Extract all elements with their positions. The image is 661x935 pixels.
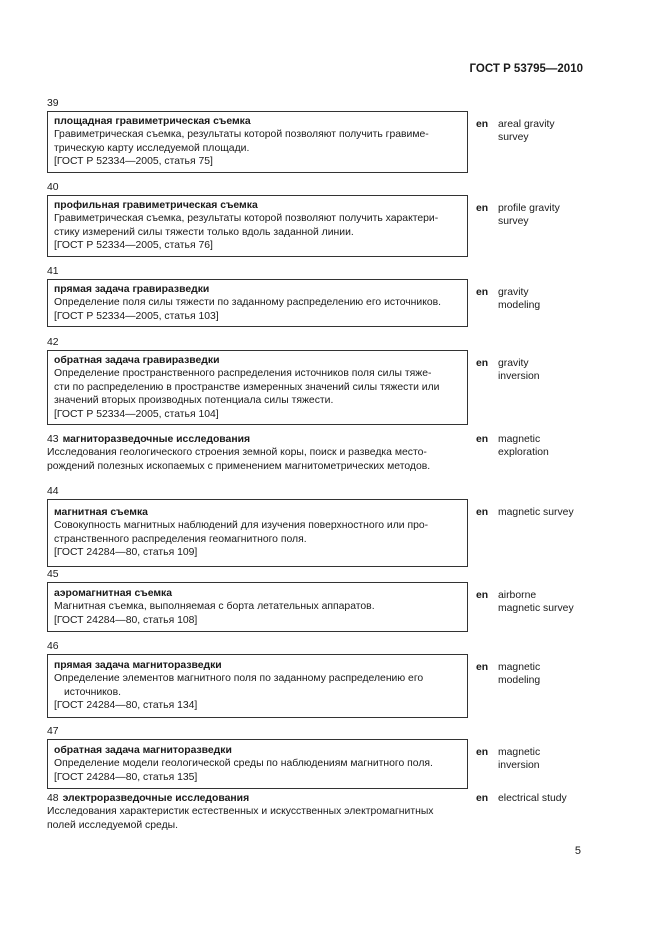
- entry-number: 39: [47, 98, 59, 109]
- en-term-line: areal gravity: [498, 119, 555, 130]
- en-term-line: exploration: [498, 447, 549, 459]
- en-term: [498, 286, 588, 313]
- term-box: [47, 499, 468, 567]
- en-label: en: [476, 590, 489, 601]
- entry-number: 40: [47, 182, 59, 193]
- en-term-line: modeling: [498, 300, 541, 312]
- term-box: [47, 279, 468, 327]
- en-term-line: magnetic: [498, 747, 541, 758]
- term-title: обратная задача гравиразведки: [54, 355, 220, 366]
- definition-line: Магнитная съемка, выполняемая с борта летательных аппаратов.: [54, 601, 375, 613]
- en-term-line: gravity: [498, 287, 529, 298]
- definition-line: Определение поля силы тяжести по заданному распределению его источников.: [54, 297, 442, 309]
- term-title: профильная гравиметрическая съемка: [54, 200, 258, 211]
- en-term-line: inversion: [498, 760, 540, 772]
- en-term-line: electrical study: [498, 793, 567, 804]
- term-title: магниторазведочные исследования: [62, 434, 251, 445]
- term-box: [47, 582, 468, 632]
- en-term-line: gravity: [498, 358, 529, 369]
- en-term: [498, 506, 588, 519]
- term-box: [47, 350, 468, 425]
- source-ref: [ГОСТ 24284—80, статья 134]: [54, 700, 198, 712]
- definition-line: Совокупность магнитных наблюдений для изучения поверхностного или про-: [54, 520, 429, 532]
- definition-line: источников.: [64, 686, 121, 698]
- term-title: аэромагнитная съемка: [54, 588, 173, 599]
- definition-line: значений вторых производных потенциала силы тяжести.: [54, 395, 334, 407]
- page-number: 5: [574, 845, 581, 857]
- source-ref: [ГОСТ Р 52334—2005, статья 104]: [54, 408, 219, 420]
- en-term-line: profile gravity: [498, 203, 560, 214]
- en-term-line: magnetic survey: [498, 603, 574, 615]
- term-box: [47, 739, 468, 789]
- term-entry-44: [47, 485, 583, 567]
- en-label: en: [476, 747, 489, 758]
- en-term: [498, 433, 588, 460]
- definition-line: трическую карту исследуемой площади.: [54, 142, 250, 154]
- en-label: en: [476, 119, 489, 130]
- definition-line: Гравиметрическая съемка, результаты которой позволяют получить характери-: [54, 213, 439, 225]
- definition-line: Гравиметрическая съемка, результаты которой позволяют получить гравиме-: [54, 129, 429, 141]
- entry-number: 45: [47, 569, 59, 580]
- en-term: [498, 202, 588, 229]
- en-term-line: magnetic survey: [498, 507, 574, 518]
- term-box: [47, 111, 468, 173]
- definition-line: рождений полезных ископаемых с применением магнитометрических методов.: [47, 460, 431, 472]
- entry-number: 46: [47, 641, 59, 652]
- en-term-line: survey: [498, 132, 529, 144]
- en-term: [498, 589, 588, 616]
- entry-number: 48: [47, 793, 59, 804]
- term-heading-line: [47, 792, 467, 805]
- definition-line: странственного распределения геомагнитного поля.: [54, 533, 307, 545]
- term-entry-40: [47, 181, 583, 257]
- en-term-line: airborne: [498, 590, 537, 601]
- en-label: en: [476, 203, 489, 214]
- source-ref: [ГОСТ Р 52334—2005, статья 75]: [54, 156, 213, 168]
- term-title: электроразведочные исследования: [62, 793, 250, 804]
- term-entry-43: [47, 433, 583, 473]
- en-label: en: [476, 434, 489, 445]
- entry-number: 47: [47, 726, 59, 737]
- source-ref: [ГОСТ Р 52334—2005, статья 76]: [54, 240, 213, 252]
- definition-line: Исследования характеристик естественных и искусственных электромагнитных: [47, 806, 434, 818]
- term-title: площадная гравиметрическая съемка: [54, 116, 251, 127]
- term-box: [47, 654, 468, 718]
- en-label: en: [476, 507, 489, 518]
- term-entry-42: [47, 336, 583, 425]
- term-entry-48: [47, 792, 583, 832]
- term-title: прямая задача магниторазведки: [54, 660, 222, 671]
- en-term-line: magnetic: [498, 662, 541, 673]
- en-term: [498, 661, 588, 688]
- en-term-line: survey: [498, 216, 529, 228]
- en-label: en: [476, 358, 489, 369]
- definition-line: полей исследуемой среды.: [47, 819, 178, 831]
- en-term-line: modeling: [498, 675, 541, 687]
- source-ref: [ГОСТ 24284—80, статья 135]: [54, 771, 198, 783]
- entry-number: 41: [47, 266, 59, 277]
- definition-line: Исследования геологического строения земной коры, поиск и разведка место-: [47, 447, 427, 459]
- entry-number: 43: [47, 434, 59, 445]
- en-label: en: [476, 662, 489, 673]
- term-entry-45: [47, 568, 583, 632]
- term-entry-39: [47, 97, 583, 173]
- en-term-line: magnetic: [498, 434, 541, 445]
- definition-line: Определение модели геологической среды по наблюдениям магнитного поля.: [54, 758, 433, 770]
- en-term: [498, 746, 588, 773]
- definition-line: Определение пространственного распределения источников поля силы тяже-: [54, 368, 432, 380]
- term-title: обратная задача магниторазведки: [54, 745, 232, 756]
- page-header: ГОСТ Р 53795—2010: [469, 63, 583, 75]
- definition-line: стику измерений силы тяжести только вдоль заданной линии.: [54, 226, 354, 238]
- entry-number: 44: [47, 486, 59, 497]
- definition-line: Определение элементов магнитного поля по заданному распределению его: [54, 673, 424, 685]
- term-entry-47: [47, 725, 583, 789]
- term-box: [47, 195, 468, 257]
- source-ref: [ГОСТ 24284—80, статья 109]: [54, 547, 198, 559]
- term-entry-41: [47, 265, 583, 327]
- source-ref: [ГОСТ Р 52334—2005, статья 103]: [54, 310, 219, 322]
- source-ref: [ГОСТ 24284—80, статья 108]: [54, 614, 198, 626]
- en-term-line: inversion: [498, 371, 540, 383]
- en-term: [498, 357, 588, 384]
- definition-line: сти по распределению в пространстве измеренных значений силы тяжести или: [54, 381, 440, 393]
- term-heading-line: [47, 433, 467, 446]
- entry-number: 42: [47, 337, 59, 348]
- term-title: магнитная съемка: [54, 507, 148, 518]
- term-title: прямая задача гравиразведки: [54, 284, 210, 295]
- en-label: en: [476, 793, 489, 804]
- term-entry-46: [47, 640, 583, 718]
- en-term: [498, 118, 588, 145]
- en-label: en: [476, 287, 489, 298]
- en-term: [498, 792, 588, 805]
